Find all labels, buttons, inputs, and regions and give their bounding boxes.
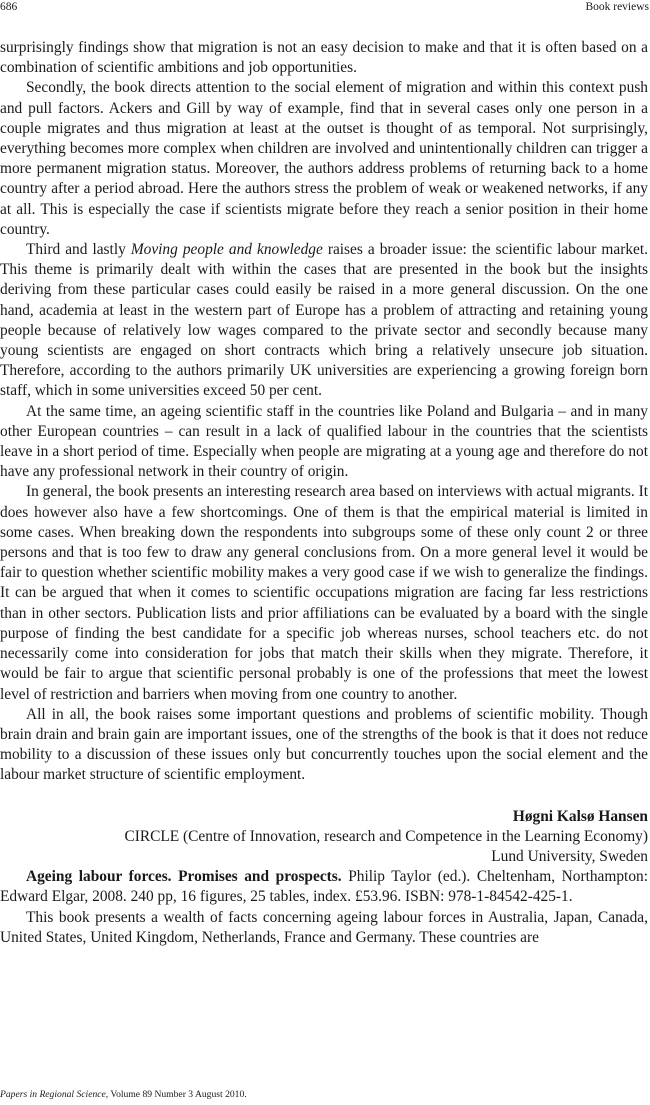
running-head <box>0 0 650 14</box>
reviewer-name: Høgni Kalsø Hansen <box>512 807 648 825</box>
journal-name: Papers in Regional Science <box>0 1089 106 1100</box>
paragraph-3-rest: raises a broader issue: the scientific labour market. This theme is primarily dealt with within the cases that are presented in the book but the insights deriving from these particular cases could easily be raised in a more general discussion. On the one hand, academia at least in the western part of Europe has a problem of attracting and retaining young people because of relatively low wages compared to the private sector and secondly because many young scientists are engaged on short contracts which bring a relatively unsecure job situation. Therefore, according to the authors primarily UK universities are experiencing a growing foreign born staff, which in some universities exceed 50 per cent. <box>0 241 648 400</box>
next-review-heading <box>0 867 648 907</box>
reviewer-location: Lund University, Sweden <box>491 847 648 865</box>
paragraph-3 <box>0 240 648 402</box>
page-number: 686 <box>0 1 18 13</box>
reviewer-affiliation: CIRCLE (Centre of Innovation, research and Competence in the Learning Economy) <box>124 827 648 845</box>
paragraph-1: surprisingly findings show that migration is not an easy decision to make and that it is often based on a combination of scientific ambitions and job opportunities. <box>0 39 648 77</box>
paragraph-5: In general, the book presents an interesting research area based on interviews with actual migrants. It does however also have a few shortcomings. One of them is that the empirical material is limited in some cases. When breaking down the respondents into subgroups some of these only count 2 or three persons and that is too few to draw any general conclusions from. On a more general level it would be fair to question whether scientific mobility makes a very good case if we wish to generalize the findings. It can be argued that when it comes to scientific occupations migration are facing far less restrictions than in other sectors. Publication lists and prior affiliations can be evaluated by a board with the single purpose of finding the best candidate for a specific job whereas nurses, school teachers etc. do not necessarily come into consideration for jobs that match their skills when they migrate. Therefore, it would be fair to argue that scientific personal probably is one of the professions that meet the lowest level of restriction and barriers when moving from one country to another. <box>0 483 648 703</box>
paragraph-4: At the same time, an ageing scientific staff in the countries like Poland and Bulgaria – and in many other European countries – can result in a lack of qualified labour in the countries that the scientists leave in a short period of time. Especially when people are migrating at a young age and therefore do not have any professional network in their country of origin. <box>0 402 648 481</box>
review-signature <box>0 807 648 868</box>
next-review-citation: Philip Taylor (ed.). Cheltenham, Northampton: Edward Elgar, 2008. 240 pp, 16 figures, 25 tables, index. £53.96. ISBN: 978-1-84542-425-1. <box>0 868 648 906</box>
journal-issue: , Volume 89 Number 3 August 2010. <box>105 1089 247 1100</box>
page-footer <box>0 1089 247 1101</box>
paragraph-3-lead: Third and lastly <box>26 241 131 259</box>
next-review-body: This book presents a wealth of facts concerning ageing labour forces in Australia, Japan, Canada, United States, United Kingdom, Netherlands, France and Germany. These countries are <box>0 908 648 946</box>
paragraph-6: All in all, the book raises some important questions and problems of scientific mobility. Though brain drain and brain gain are important issues, one of the strengths of the book is that it does not reduce mobility to a discussion of these issues only but concurrently touches upon the social element and the labour market structure of scientific employment. <box>0 705 648 784</box>
next-review-title: Ageing labour forces. Promises and prospects. <box>26 868 342 886</box>
paragraph-2: Secondly, the book directs attention to the social element of migration and within this context push and pull factors. Ackers and Gill by way of example, find that in several cases only one person in a couple migrates and thus migration at least at the outset is thought of as temporal. Not surprisingly, everything becomes more complex when children are involved and unintentionally children can trigger a more permanent migration status. Moreover, the authors address problems of returning back to a home country after a period abroad. Here the authors stress the problem of weak or weakened networks, if any at all. This is especially the case if scientists migrate before they reach a senior position in their home country. <box>0 79 648 238</box>
book-title-italic: Moving people and knowledge <box>130 241 323 259</box>
section-title: Book reviews <box>585 1 649 13</box>
article-body <box>0 38 648 948</box>
